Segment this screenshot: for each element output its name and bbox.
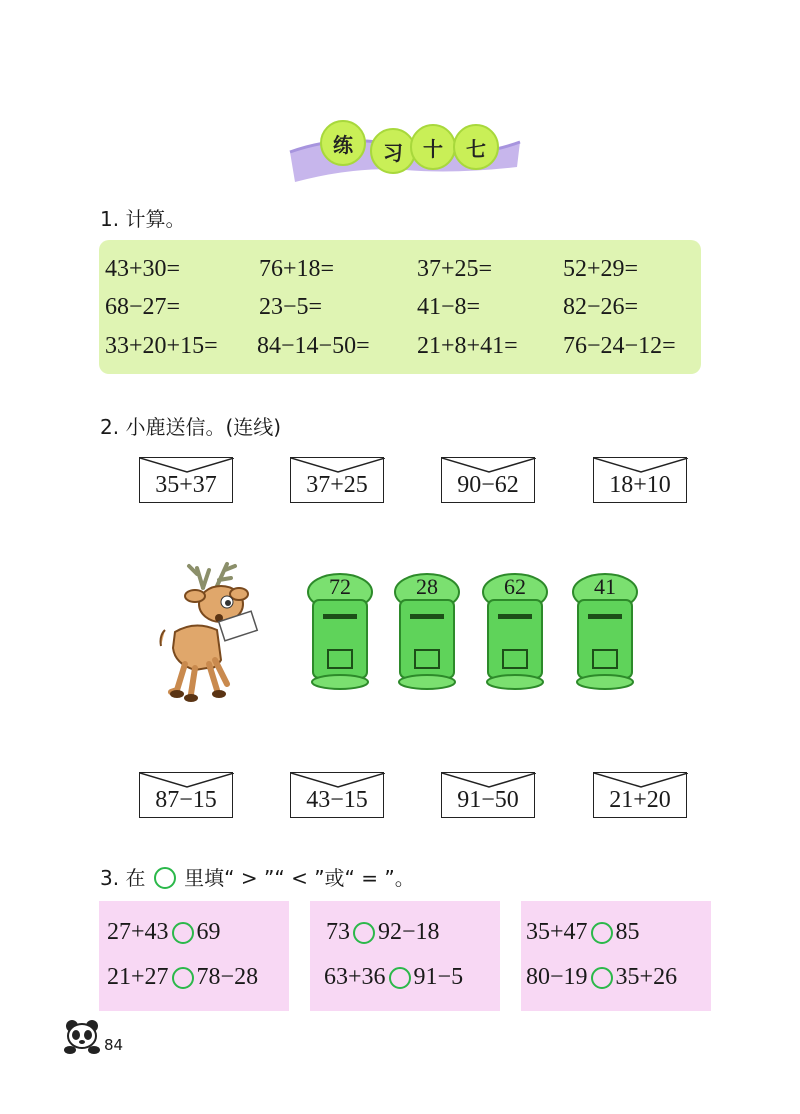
calc-expr: 84−14−50=	[257, 333, 370, 359]
calc-expr: 82−26=	[563, 294, 639, 320]
title-banner	[285, 112, 525, 192]
compare-right: 78−28	[196, 964, 259, 990]
compare-left: 21+27	[107, 964, 169, 990]
circle-icon	[154, 867, 176, 889]
answer-circle[interactable]	[591, 967, 613, 989]
mailbox-number: 72	[329, 574, 351, 599]
section1-heading: 1. 计算。	[100, 207, 186, 231]
compare-item	[107, 919, 221, 946]
compare-left: 80−19	[526, 964, 588, 990]
compare-left: 27+43	[107, 919, 169, 945]
compare-item	[526, 964, 677, 991]
title-char-2: 习	[370, 128, 416, 174]
title-char-1: 练	[320, 120, 366, 166]
panda-icon	[62, 1016, 102, 1056]
calc-expr: 52+29=	[563, 256, 639, 282]
compare-item	[526, 919, 640, 946]
envelope-label: 37+25	[306, 472, 368, 498]
answer-circle[interactable]	[591, 922, 613, 944]
envelope-label: 90−62	[457, 472, 519, 498]
title-char-3: 十	[410, 124, 456, 170]
compare-item	[107, 964, 258, 991]
deer-illustration	[155, 560, 265, 710]
calc-expr: 41−8=	[417, 294, 481, 320]
calc-expr: 23−5=	[259, 294, 323, 320]
mailbox-number: 41	[594, 574, 616, 599]
title-char-4: 七	[453, 124, 499, 170]
compare-right: 91−5	[413, 964, 464, 990]
envelope-bottom-2[interactable]	[290, 772, 384, 818]
page-number: 84	[104, 1036, 124, 1054]
mailbox-number: 62	[504, 574, 526, 599]
calc-expr: 76+18=	[259, 256, 335, 282]
calc-expr: 37+25=	[417, 256, 493, 282]
compare-right: 85	[615, 919, 640, 945]
envelope-label: 18+10	[609, 472, 671, 498]
mailbox-1[interactable]	[305, 572, 375, 690]
compare-right: 35+26	[615, 964, 678, 990]
answer-circle[interactable]	[172, 922, 194, 944]
envelope-label: 91−50	[457, 787, 519, 813]
envelope-label: 21+20	[609, 787, 671, 813]
mailbox-number: 28	[416, 574, 438, 599]
mailbox-2[interactable]	[392, 572, 462, 690]
mailbox-4[interactable]	[570, 572, 640, 690]
calc-expr: 43+30=	[105, 256, 181, 282]
answer-circle[interactable]	[172, 967, 194, 989]
calc-expr: 21+8+41=	[417, 333, 518, 359]
envelope-top-2[interactable]	[290, 457, 384, 503]
compare-left: 35+47	[526, 919, 588, 945]
compare-right: 92−18	[378, 919, 440, 945]
answer-circle[interactable]	[389, 967, 411, 989]
compare-left: 73	[326, 919, 350, 945]
section3-heading	[100, 862, 415, 891]
compare-left: 63+36	[324, 964, 386, 990]
envelope-top-4[interactable]	[593, 457, 687, 503]
mailbox-3[interactable]	[480, 572, 550, 690]
compare-item	[326, 919, 440, 946]
envelope-label: 35+37	[155, 472, 217, 498]
envelope-bottom-4[interactable]	[593, 772, 687, 818]
compare-item	[324, 964, 463, 991]
section3-heading-prefix: 3. 在	[100, 866, 146, 890]
calc-panel	[99, 240, 701, 374]
envelope-bottom-3[interactable]	[441, 772, 535, 818]
calc-expr: 33+20+15=	[105, 333, 218, 359]
compare-box-1	[99, 901, 289, 1011]
envelope-label: 43−15	[306, 787, 368, 813]
answer-circle[interactable]	[353, 922, 375, 944]
section2-heading: 2. 小鹿送信。(连线)	[100, 415, 282, 439]
calc-expr: 68−27=	[105, 294, 181, 320]
envelope-bottom-1[interactable]	[139, 772, 233, 818]
compare-box-2	[310, 901, 500, 1011]
envelope-label: 87−15	[155, 787, 217, 813]
compare-right: 69	[196, 919, 221, 945]
envelope-top-3[interactable]	[441, 457, 535, 503]
compare-box-3	[521, 901, 711, 1011]
calc-expr: 76−24−12=	[563, 333, 676, 359]
envelope-top-1[interactable]	[139, 457, 233, 503]
section3-heading-suffix: 里填“ > ”“ < ”或“ = ”。	[184, 866, 415, 890]
